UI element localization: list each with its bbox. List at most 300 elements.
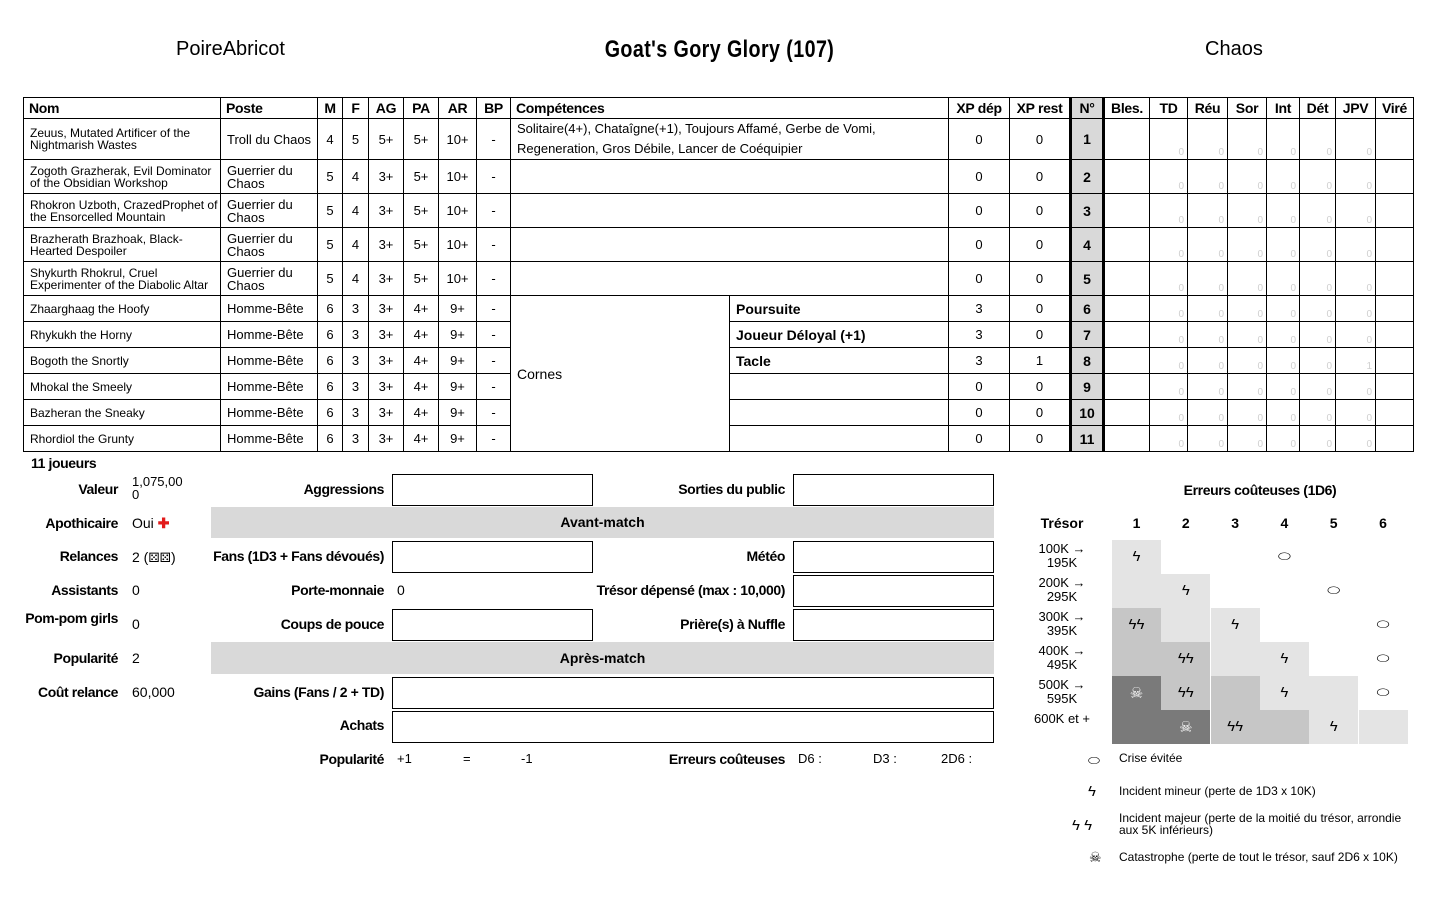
stat-f: 4 <box>343 262 369 296</box>
stat-bles[interactable] <box>1104 426 1150 452</box>
stat-value: 0 <box>1290 181 1297 192</box>
stat-bp: - <box>477 374 511 400</box>
dice-header: 2 <box>1181 515 1190 531</box>
stat-reu[interactable] <box>1188 374 1228 400</box>
stat-sor[interactable] <box>1228 160 1267 194</box>
stat-bles[interactable] <box>1104 119 1150 160</box>
stat-pa: 4+ <box>404 296 439 322</box>
stat-m: 6 <box>318 374 343 400</box>
dice-header: 3 <box>1231 515 1239 531</box>
lightning-icon: ϟ <box>1280 650 1289 667</box>
stat-td[interactable] <box>1150 160 1188 194</box>
stat-value: 0 <box>1290 335 1297 346</box>
dice-header: 5 <box>1329 515 1338 531</box>
stat-sor[interactable] <box>1228 348 1267 374</box>
stat-jpv[interactable] <box>1336 296 1376 322</box>
coups-pouce-field[interactable] <box>392 609 593 641</box>
player-position: Troll du Chaos <box>221 119 318 160</box>
stat-value: 0 <box>1218 181 1225 192</box>
stat-value: 0 <box>1257 413 1264 424</box>
stat-det[interactable] <box>1300 160 1336 194</box>
error-grid-cell <box>1359 710 1408 744</box>
stat-sor[interactable] <box>1228 228 1267 262</box>
error-grid-cell <box>1211 676 1260 710</box>
lightning-icon: ϟ <box>1132 548 1141 565</box>
stat-value: 0 <box>1326 283 1333 294</box>
stat-det[interactable] <box>1300 228 1336 262</box>
stat-reu[interactable] <box>1188 400 1228 426</box>
stat-det[interactable] <box>1300 296 1336 322</box>
stat-int[interactable] <box>1267 194 1300 228</box>
stat-f: 3 <box>343 426 369 452</box>
stat-f: 3 <box>343 374 369 400</box>
player-position: Homme-Bête <box>221 322 318 348</box>
stat-pa: 5+ <box>404 228 439 262</box>
stat-det[interactable] <box>1300 262 1336 296</box>
stat-value: 0 <box>1326 387 1333 398</box>
col-num: N° <box>1071 98 1104 119</box>
popularite-label: Popularité <box>53 650 118 666</box>
stat-value: 0 <box>1290 147 1297 158</box>
treasury-range: 200K → 295K <box>1038 575 1086 604</box>
col-det: Dét <box>1300 98 1336 119</box>
treasury-range: 600K et + <box>1033 711 1091 726</box>
stat-ar: 10+ <box>439 119 477 160</box>
stat-det[interactable] <box>1300 194 1336 228</box>
stat-sor[interactable] <box>1228 296 1267 322</box>
gains-field[interactable] <box>392 677 994 709</box>
stat-f: 4 <box>343 160 369 194</box>
stat-value: 0 <box>1257 249 1264 260</box>
xp-rest: 0 <box>1010 119 1071 160</box>
valeur-value: 1,075,00 0 <box>132 474 183 502</box>
xp-rest: 0 <box>1010 160 1071 194</box>
stat-value: 0 <box>1326 335 1333 346</box>
stat-f: 3 <box>343 348 369 374</box>
treasury-range: 500K → 595K <box>1038 677 1086 706</box>
stat-td[interactable] <box>1150 426 1188 452</box>
stat-value: 0 <box>1257 361 1264 372</box>
stat-bles[interactable] <box>1104 348 1150 374</box>
xp-rest: 0 <box>1010 322 1071 348</box>
stat-det[interactable] <box>1300 374 1336 400</box>
xp-rest: 0 <box>1010 228 1071 262</box>
stat-ar: 9+ <box>439 322 477 348</box>
stat-reu[interactable] <box>1188 119 1228 160</box>
player-position: Guerrier du Chaos <box>221 262 318 296</box>
stat-pa: 4+ <box>404 400 439 426</box>
stat-value: 0 <box>1326 439 1333 450</box>
red-cross-icon: ✚ <box>157 515 170 531</box>
xp-rest: 0 <box>1010 374 1071 400</box>
player-name: Rhokron Uzboth, CrazedProphet of the Ensorcelled Mountain <box>24 194 221 228</box>
stat-bp: - <box>477 194 511 228</box>
stat-value: 0 <box>1326 147 1333 158</box>
cout-relance-label: Coût relance <box>38 684 118 700</box>
stat-bles[interactable] <box>1104 160 1150 194</box>
apothicaire-label: Apothicaire <box>45 515 118 531</box>
tresor-header: Trésor <box>1040 515 1084 531</box>
stat-bles[interactable] <box>1104 228 1150 262</box>
stat-td[interactable] <box>1150 322 1188 348</box>
erreurs-label: Erreurs coûteuses <box>668 751 785 767</box>
stat-det[interactable] <box>1300 348 1336 374</box>
stat-det[interactable] <box>1300 322 1336 348</box>
stat-jpv[interactable] <box>1336 160 1376 194</box>
stat-jpv[interactable] <box>1336 262 1376 296</box>
stat-m: 4 <box>318 119 343 160</box>
pompom-label: Pom-pom girls <box>25 610 118 626</box>
stat-bp: - <box>477 119 511 160</box>
roster-table <box>23 97 1414 452</box>
treasury-range: 400K → 495K <box>1038 643 1086 672</box>
player-number: 7 <box>1071 322 1104 348</box>
stat-td[interactable] <box>1150 119 1188 160</box>
stat-vire[interactable] <box>1376 322 1414 348</box>
prieres-field[interactable] <box>793 609 994 641</box>
stat-pa: 4+ <box>404 322 439 348</box>
player-name: Brazherath Brazhoak, Black-Hearted Despoiler <box>24 228 221 262</box>
legend-minor: Incident mineur (perte de 1D3 x 10K) <box>1119 784 1316 798</box>
col-ar: AR <box>439 98 477 119</box>
stat-reu[interactable] <box>1188 262 1228 296</box>
stat-bp: - <box>477 348 511 374</box>
d2d6-label: 2D6 : <box>941 751 973 766</box>
stat-bles[interactable] <box>1104 262 1150 296</box>
double-lightning-icon: ϟϟ <box>1177 650 1194 667</box>
xp-dep: 0 <box>949 262 1010 296</box>
apres-match-band: Après-match <box>211 642 994 674</box>
error-grid-cell <box>1211 642 1260 676</box>
player-name: Bazheran the Sneaky <box>24 400 221 426</box>
meteo-label: Météo <box>746 548 785 564</box>
stat-value: 0 <box>1218 147 1225 158</box>
player-name: Zhaarghaag the Hoofy <box>24 296 221 322</box>
stat-jpv[interactable] <box>1336 194 1376 228</box>
error-grid-cell <box>1112 642 1161 676</box>
relances-label: Relances <box>59 548 118 564</box>
stat-int[interactable] <box>1267 262 1300 296</box>
stat-value: 0 <box>1257 147 1264 158</box>
xp-dep: 0 <box>949 194 1010 228</box>
stat-ar: 10+ <box>439 228 477 262</box>
legend-major: Incident majeur (perte de la moitié du trésor, arrondie aux 5K inférieurs) <box>1119 811 1402 837</box>
aggressions-field[interactable] <box>392 474 593 506</box>
stat-f: 4 <box>343 228 369 262</box>
extra-skill-cell <box>730 374 949 400</box>
stat-pa: 5+ <box>404 119 439 160</box>
stat-vire[interactable] <box>1376 228 1414 262</box>
stat-ar: 9+ <box>439 400 477 426</box>
stat-sor[interactable] <box>1228 426 1267 452</box>
xp-rest: 0 <box>1010 296 1071 322</box>
stat-value: 0 <box>1326 413 1333 424</box>
stat-sor[interactable] <box>1228 262 1267 296</box>
crisis-icon: ⬭ <box>1376 616 1390 633</box>
dice-header: 4 <box>1280 515 1289 531</box>
col-xp-rest: XP rest <box>1010 98 1071 119</box>
skills-cell <box>511 262 949 296</box>
col-competences: Compétences <box>511 98 949 119</box>
stat-vire[interactable] <box>1376 296 1414 322</box>
crisis-icon: ⬭ <box>1376 684 1390 701</box>
stat-ag: 3+ <box>369 426 404 452</box>
stat-ag: 3+ <box>369 400 404 426</box>
stat-value: 0 <box>1290 361 1297 372</box>
lightning-icon: ϟ <box>1088 783 1096 800</box>
stat-sor[interactable] <box>1228 374 1267 400</box>
lightning-icon: ϟ <box>1181 582 1190 599</box>
stat-reu[interactable] <box>1188 296 1228 322</box>
stat-bles[interactable] <box>1104 374 1150 400</box>
d3-label: D3 : <box>873 751 897 766</box>
stat-int[interactable] <box>1267 160 1300 194</box>
skull-icon: ☠ <box>1089 849 1102 865</box>
stat-f: 3 <box>343 322 369 348</box>
stat-pa: 5+ <box>404 262 439 296</box>
stat-reu[interactable] <box>1188 348 1228 374</box>
crisis-icon: ⬭ <box>1376 650 1390 667</box>
stat-value: 0 <box>1218 283 1225 294</box>
stat-value: 0 <box>1178 387 1185 398</box>
stat-int[interactable] <box>1267 400 1300 426</box>
xp-dep: 0 <box>949 400 1010 426</box>
stat-m: 5 <box>318 194 343 228</box>
stat-value: 0 <box>1366 181 1373 192</box>
coach-name: PoireAbricot <box>176 38 285 60</box>
sorties-label: Sorties du public <box>678 481 785 497</box>
player-number: 1 <box>1071 119 1104 160</box>
stat-vire[interactable] <box>1376 400 1414 426</box>
stat-ar: 9+ <box>439 348 477 374</box>
stat-value: 0 <box>1218 387 1225 398</box>
stat-value: 0 <box>1290 215 1297 226</box>
player-number: 4 <box>1071 228 1104 262</box>
skills-cell <box>511 160 949 194</box>
stat-reu[interactable] <box>1188 322 1228 348</box>
stat-reu[interactable] <box>1188 160 1228 194</box>
treasury-range: 300K → 395K <box>1038 609 1086 638</box>
stat-int[interactable] <box>1267 296 1300 322</box>
player-position: Homme-Bête <box>221 426 318 452</box>
stat-sor[interactable] <box>1228 400 1267 426</box>
stat-det[interactable] <box>1300 426 1336 452</box>
stat-vire[interactable] <box>1376 119 1414 160</box>
xp-dep: 0 <box>949 119 1010 160</box>
player-number: 8 <box>1071 348 1104 374</box>
player-position: Guerrier du Chaos <box>221 194 318 228</box>
dice-header: 6 <box>1379 515 1387 531</box>
col-sor: Sor <box>1228 98 1267 119</box>
stat-m: 6 <box>318 426 343 452</box>
stat-vire[interactable] <box>1376 374 1414 400</box>
stat-value: 0 <box>1290 309 1297 320</box>
stat-reu[interactable] <box>1188 426 1228 452</box>
stat-value: 0 <box>1257 283 1264 294</box>
extra-skill-cell: Tacle <box>730 348 949 374</box>
stat-int[interactable] <box>1267 322 1300 348</box>
stat-value: 0 <box>1366 283 1373 294</box>
player-number: 11 <box>1071 426 1104 452</box>
col-poste: Poste <box>221 98 318 119</box>
stat-jpv[interactable] <box>1336 400 1376 426</box>
stat-ag: 3+ <box>369 262 404 296</box>
shared-skills-cell: Cornes <box>511 296 730 452</box>
tresor-depense-label: Trésor dépensé (max : 10,000) <box>596 582 785 598</box>
stat-det[interactable] <box>1300 400 1336 426</box>
stat-value: 0 <box>1366 335 1373 346</box>
lightning-icon: ϟ <box>1329 718 1338 735</box>
stat-m: 6 <box>318 296 343 322</box>
stat-td[interactable] <box>1150 228 1188 262</box>
stat-value: 0 <box>1178 439 1185 450</box>
stat-td[interactable] <box>1150 296 1188 322</box>
col-reu: Réu <box>1188 98 1228 119</box>
treasury-range: 100K → 195K <box>1038 541 1086 570</box>
error-grid-cell <box>1309 676 1358 710</box>
col-int: Int <box>1267 98 1300 119</box>
stat-value: 0 <box>1218 249 1225 260</box>
tresor-depense-field[interactable] <box>793 575 994 607</box>
stat-jpv[interactable] <box>1336 228 1376 262</box>
skills-cell: Solitaire(4+), Chataîgne(+1), Toujours Affamé, Gerbe de Vomi, Regeneration, Gros Débile, Lancer de Coéquipier <box>511 119 949 160</box>
stat-int[interactable] <box>1267 119 1300 160</box>
stat-value: 0 <box>1257 387 1264 398</box>
player-number: 2 <box>1071 160 1104 194</box>
fans-field[interactable] <box>392 541 593 573</box>
stat-value: 1 <box>1366 361 1373 372</box>
coups-pouce-label: Coups de pouce <box>280 616 384 632</box>
stat-jpv[interactable] <box>1336 119 1376 160</box>
stat-value: 0 <box>1218 309 1225 320</box>
stat-value: 0 <box>1290 413 1297 424</box>
prieres-label: Prière(s) à Nuffle <box>680 616 785 632</box>
aggressions-label: Aggressions <box>303 481 384 497</box>
xp-dep: 0 <box>949 160 1010 194</box>
stat-jpv[interactable] <box>1336 426 1376 452</box>
stat-pa: 4+ <box>404 374 439 400</box>
skills-cell <box>511 228 949 262</box>
col-xp-dep: XP dép <box>949 98 1010 119</box>
stat-td[interactable] <box>1150 262 1188 296</box>
stat-value: 0 <box>1290 439 1297 450</box>
stat-jpv[interactable] <box>1336 374 1376 400</box>
stat-ar: 10+ <box>439 160 477 194</box>
meteo-field[interactable] <box>793 541 994 573</box>
stat-value: 0 <box>1218 361 1225 372</box>
stat-int[interactable] <box>1267 348 1300 374</box>
stat-vire[interactable] <box>1376 348 1414 374</box>
stat-sor[interactable] <box>1228 194 1267 228</box>
stat-td[interactable] <box>1150 194 1188 228</box>
stat-td[interactable] <box>1150 400 1188 426</box>
stat-td[interactable] <box>1150 374 1188 400</box>
stat-bles[interactable] <box>1104 194 1150 228</box>
xp-dep: 0 <box>949 374 1010 400</box>
stat-int[interactable] <box>1267 374 1300 400</box>
player-position: Homme-Bête <box>221 374 318 400</box>
stat-vire[interactable] <box>1376 426 1414 452</box>
team-title: Goat's Gory Glory (107) <box>604 36 835 63</box>
player-name: Zeuus, Mutated Artificer of the Nightmarish Wastes <box>24 119 221 160</box>
sorties-field[interactable] <box>793 474 994 506</box>
stat-int[interactable] <box>1267 426 1300 452</box>
player-number: 5 <box>1071 262 1104 296</box>
xp-dep: 3 <box>949 348 1010 374</box>
achats-label: Achats <box>339 717 384 733</box>
pop-eq: = <box>463 751 471 766</box>
stat-value: 0 <box>1257 309 1264 320</box>
stat-value: 0 <box>1257 439 1264 450</box>
xp-dep: 3 <box>949 322 1010 348</box>
stat-reu[interactable] <box>1188 194 1228 228</box>
xp-rest: 0 <box>1010 400 1071 426</box>
stat-bp: - <box>477 296 511 322</box>
player-position: Homme-Bête <box>221 400 318 426</box>
stat-det[interactable] <box>1300 119 1336 160</box>
stat-bles[interactable] <box>1104 296 1150 322</box>
stat-value: 0 <box>1366 413 1373 424</box>
achats-field[interactable] <box>392 711 994 743</box>
col-f: F <box>343 98 369 119</box>
roster-row <box>24 194 1414 228</box>
stat-value: 0 <box>1178 283 1185 294</box>
gains-label: Gains (Fans / 2 + TD) <box>253 684 384 700</box>
stat-vire[interactable] <box>1376 262 1414 296</box>
col-td: TD <box>1150 98 1188 119</box>
stat-value: 0 <box>1178 215 1185 226</box>
stat-jpv[interactable] <box>1336 322 1376 348</box>
player-position: Guerrier du Chaos <box>221 228 318 262</box>
col-bles: Bles. <box>1104 98 1150 119</box>
stat-value: 0 <box>1257 181 1264 192</box>
stat-ag: 3+ <box>369 348 404 374</box>
legend-catastrophe: Catastrophe (perte de tout le trésor, sauf 2D6 x 10K) <box>1119 850 1398 864</box>
stat-vire[interactable] <box>1376 160 1414 194</box>
col-pa: PA <box>404 98 439 119</box>
stat-bp: - <box>477 322 511 348</box>
stat-value: 0 <box>1178 147 1185 158</box>
stat-jpv[interactable] <box>1336 348 1376 374</box>
xp-dep: 0 <box>949 228 1010 262</box>
error-grid-cell <box>1161 608 1210 642</box>
stat-value: 0 <box>1178 413 1185 424</box>
player-number: 9 <box>1071 374 1104 400</box>
stat-sor[interactable] <box>1228 322 1267 348</box>
stat-value: 0 <box>1178 249 1185 260</box>
stat-value: 0 <box>1326 181 1333 192</box>
player-name: Rhordiol the Grunty <box>24 426 221 452</box>
stat-sor[interactable] <box>1228 119 1267 160</box>
stat-reu[interactable] <box>1188 228 1228 262</box>
stat-int[interactable] <box>1267 228 1300 262</box>
lightning-icon: ϟ <box>1231 616 1240 633</box>
stat-value: 0 <box>1366 387 1373 398</box>
roster-row <box>24 296 1414 322</box>
stat-value: 0 <box>1326 215 1333 226</box>
stat-bles[interactable] <box>1104 400 1150 426</box>
roster-row <box>24 160 1414 194</box>
team-race: Chaos <box>1205 38 1263 60</box>
stat-m: 6 <box>318 322 343 348</box>
stat-m: 5 <box>318 262 343 296</box>
stat-m: 6 <box>318 348 343 374</box>
stat-bles[interactable] <box>1104 322 1150 348</box>
stat-td[interactable] <box>1150 348 1188 374</box>
stat-ag: 5+ <box>369 119 404 160</box>
stat-vire[interactable] <box>1376 194 1414 228</box>
col-bp: BP <box>477 98 511 119</box>
